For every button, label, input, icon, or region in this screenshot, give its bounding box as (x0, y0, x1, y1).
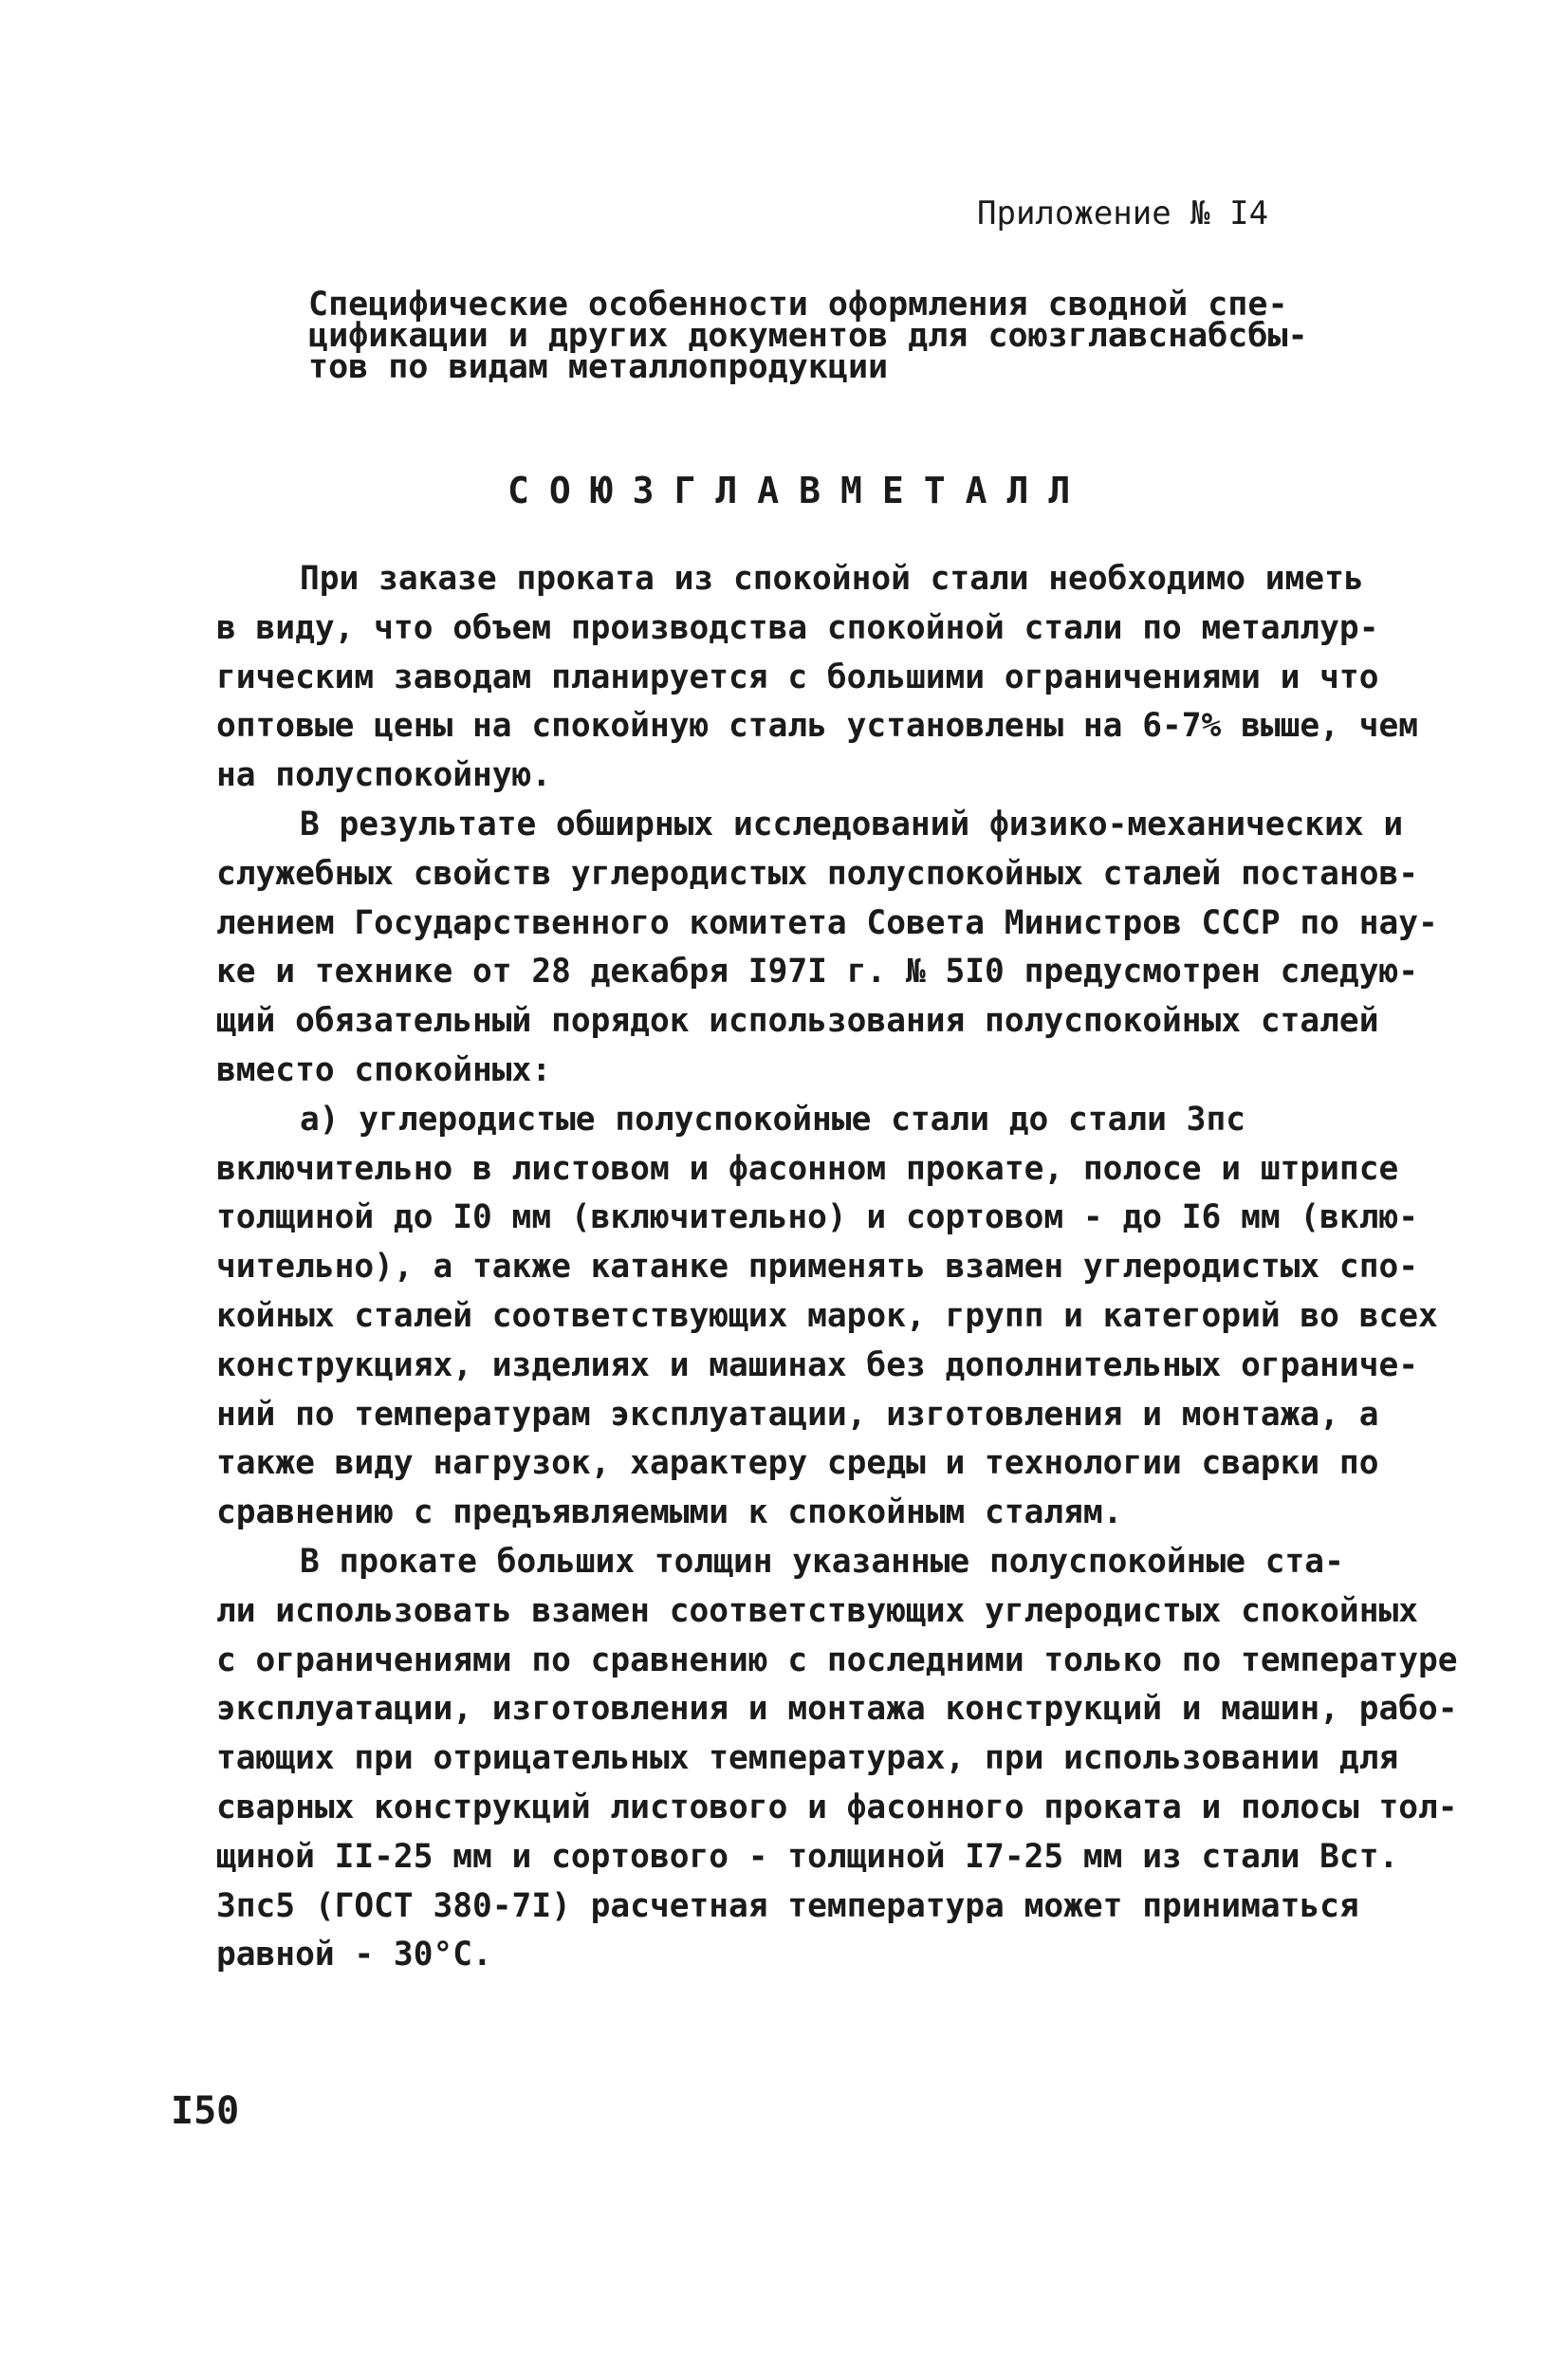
body-line: ке и технике от 28 декабря I97I г. № 5I0 предусмотрен следую- (216, 953, 1419, 992)
body-line: В прокате больших толщин указанные полуспокойные ста- (300, 1542, 1344, 1581)
body-line: с ограничениями по сравнению с последними только по температуре (216, 1640, 1458, 1679)
document-heading (308, 286, 1308, 386)
body-line: служебных свойств углеродистых полуспокойных сталей постанов- (216, 854, 1419, 893)
body-line: ли использовать взамен соответствующих углеродистых спокойных (216, 1591, 1419, 1630)
body-line: на полуспокойную. (216, 756, 552, 795)
body-line: гическим заводам планируется с большими ограничениями и что (216, 658, 1379, 696)
body-line: ний по температурам эксплуатации, изготовления и монтажа, а (216, 1395, 1379, 1434)
heading-line: тов по видам металлопродукции (308, 348, 889, 386)
body-line: включительно в листовом и фасонном прокате, полосе и штрипсе (216, 1149, 1399, 1188)
organization-title: СОЮЗГЛАВМЕТАЛЛ (507, 470, 1091, 511)
body-line: тающих при отрицательных температурах, при использовании для (216, 1739, 1399, 1778)
body-line: также виду нагрузок, характеру среды и технологии сварки по (216, 1444, 1379, 1483)
body-line: чительно), а также катанке применять взамен углеродистых спо- (216, 1248, 1419, 1287)
body-line: толщиной до I0 мм (включительно) и сортовом - до I6 мм (вклю- (216, 1198, 1419, 1237)
body-line: В результате обширных исследований физико-механических и (300, 805, 1404, 843)
page-number: I50 (171, 2089, 240, 2133)
body-line: щиной II-25 мм и сортового - толщиной I7-25 мм из стали Вст. (216, 1837, 1399, 1876)
body-line: койных сталей соответствующих марок, групп и категорий во всех (216, 1296, 1438, 1335)
body-line: сравнению с предъявляемыми к спокойным сталям. (216, 1493, 1123, 1532)
body-line: щий обязательный порядок использования полуспокойных сталей (216, 1002, 1379, 1041)
body-line: равной - 30°С. (216, 1936, 492, 1974)
body-text (216, 555, 1458, 1980)
body-line: в виду, что объем производства спокойной стали по металлур- (216, 608, 1379, 647)
body-line: лением Государственного комитета Совета Министров СССР по нау- (216, 903, 1438, 942)
heading-line: цификации и других документов для союзглавснабсбы- (308, 317, 1308, 355)
appendix-label: Приложение № I4 (977, 195, 1269, 232)
body-line: эксплуатации, изготовления и монтажа конструкций и машин, рабо- (216, 1690, 1458, 1729)
body-line: При заказе проката из спокойной стали необходимо иметь (300, 560, 1364, 598)
body-line: вместо спокойных: (216, 1050, 552, 1089)
body-line: а) углеродистые полуспокойные стали до стали 3пс (300, 1100, 1245, 1139)
body-line: конструкциях, изделиях и машинах без дополнительных ограниче- (216, 1345, 1419, 1384)
body-line: сварных конструкций листового и фасонного проката и полосы тол- (216, 1788, 1458, 1826)
body-line: оптовые цены на спокойную сталь установлены на 6-7% выше, чем (216, 707, 1419, 746)
heading-line: Специфические особенности оформления сводной спе- (308, 286, 1288, 324)
body-line: 3пс5 (ГОСТ 380-7I) расчетная температура может приниматься (216, 1886, 1359, 1925)
